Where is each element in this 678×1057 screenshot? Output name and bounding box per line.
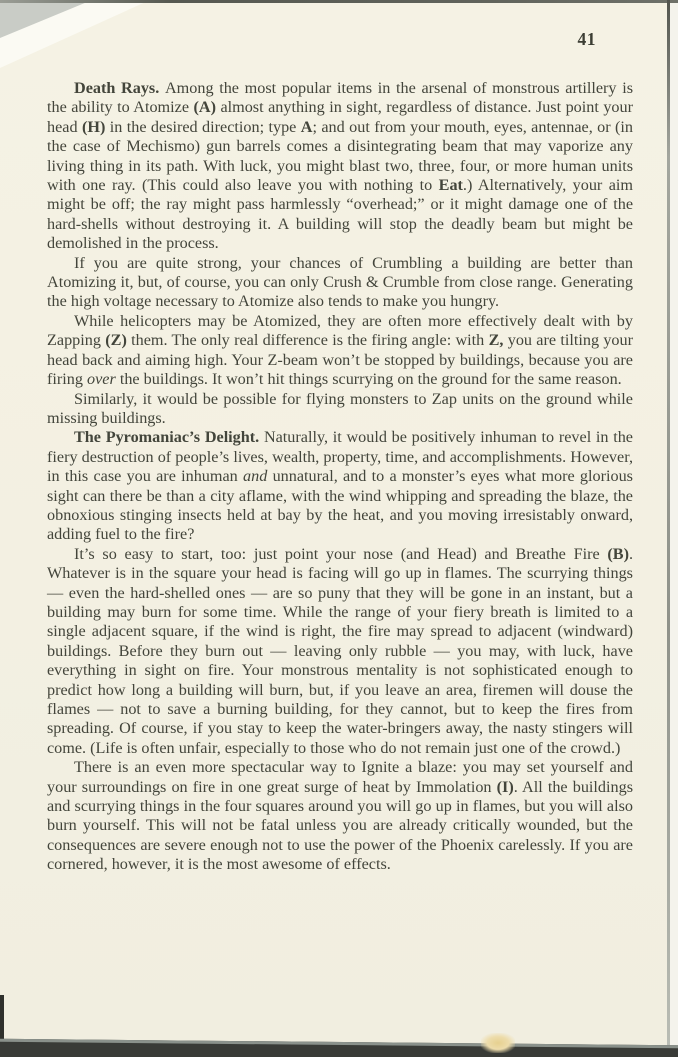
bold-text: The Pyromaniac’s Delight.: [74, 428, 264, 447]
body-text: There is an even more spectacular way to Ignite a blaze: you may set yourself and your surroundings on fire in one great surge of heat by Immolation: [47, 758, 633, 796]
page-number: 41: [577, 29, 596, 49]
body-text: If you are quite strong, your chances of Crumbling a building are better than Atomizing it, but, of course, you can only Crush & Crumble from close range. Generating the high voltage necessary to Atomize also tends to make you hungry.: [47, 253, 633, 311]
paragraph: [47, 390, 633, 429]
page-text: [47, 79, 633, 875]
body-text: .) Alternatively, your aim might be off; the ray might pass harmlessly “overhead;” or it might damage one of the hard-shells without destroying it. A building will stop the deadly beam but might be demolished in the process.: [47, 176, 633, 253]
body-text: Among the most popular items in the arsenal of monstrous artillery is the ability to Atomize: [47, 79, 634, 117]
bold-text: Eat: [438, 176, 463, 195]
scan-bottom-band: [0, 1039, 678, 1057]
body-text: . Whatever is in the square your head is facing will go up in flames. The scurrying things — even the hard-shelled ones — are so puny that they will be gone in an instant, but a building may burn for some time. While the range of your fiery breath is limited to a single adjacent square, if the wind is right, the fire may spread to adjacent (windward) buildings. Before they burn out — leaving only rubble — you may, with luck, have everything in sight on fire. Your monstrous mentality is not sophisticated enough to predict how long a building will burn, but, if you leave an area, firemen will douse the flames — not to save a burning building, for they cannot, but to keep the fires from spreading. Of course, if you stay to keep the water-bringers away, the nasty stingers will come. (Life is often unfair, especially to those who do not remain just one of the crowd.): [47, 544, 633, 757]
paper-stain: [481, 1033, 515, 1053]
body-text: ; and out from your mouth, eyes, antennae, or (in the case of Mechismo) gun barrels comes a disintegrating beam that may vaporize any living thing in its path. With luck, you might blast two, three, four, or more human units with one ray. (This could also leave you with nothing to: [47, 117, 634, 195]
bold-text: (H): [81, 117, 106, 136]
paragraph: [47, 254, 633, 312]
body-text: It’s so easy to start, too: just point your nose (and Head) and Breathe Fire: [74, 544, 608, 563]
paragraph: [47, 312, 633, 390]
scan-right-strip: [670, 0, 678, 1057]
bold-text: (A): [193, 98, 216, 117]
bold-text: A: [300, 117, 313, 136]
page-right-edge: [667, 0, 670, 1047]
body-text: almost anything in sight, regardless of distance. Just point your head: [47, 98, 633, 136]
paragraph: [47, 545, 633, 758]
body-text: you are tilting your head back and aiming high. Your Z-beam won’t be stopped by buildings, because you are firing: [47, 331, 634, 389]
italic-text: over: [87, 370, 116, 389]
body-text: Naturally, it would be positively inhuman to revel in the fiery destruction of people’s lives, wealth, property, time, and accomplishments. However, in this case you are inhuman: [47, 428, 633, 486]
paragraph: [47, 758, 633, 874]
bold-text: (I): [496, 777, 514, 796]
italic-text: and: [243, 467, 268, 486]
body-text: unnatural, and to a monster’s eyes what more glorious sight can there be than a city aflame, with the wind whipping and spreading the blaze, the obnoxious stinging insects held at bay by the heat, and you moving irresistably onward, adding fuel to the fire?: [47, 467, 633, 544]
bold-text: Death Rays.: [74, 79, 165, 97]
scan-top-edge: [0, 0, 678, 3]
bold-text: (B): [607, 544, 629, 563]
body-text: While helicopters may be Atomized, they are often more effectively dealt with by Zapping: [47, 311, 633, 350]
bold-text: Z,: [488, 331, 504, 350]
body-text: . All the buildings and scurrying things in the four squares around you will go up in flames, but you will also burn yourself. This will not be fatal unless you are already critically wounded, but the consequences are severe enough not to use the power of the Phoenix carelessly. If you are cornered, however, it is the most awesome of effects.: [47, 777, 634, 874]
body-text: in the desired direction; type: [105, 117, 301, 136]
body-text: them. The only real difference is the firing angle: with: [126, 331, 489, 350]
bold-text: (Z): [105, 331, 127, 350]
body-text: Similarly, it would be possible for flying monsters to Zap units on the ground while missing buildings.: [47, 389, 633, 427]
paragraph: [47, 428, 633, 544]
paragraph: [47, 79, 633, 254]
body-text: the buildings. It won’t hit things scurrying on the ground for the same reason.: [115, 370, 622, 389]
